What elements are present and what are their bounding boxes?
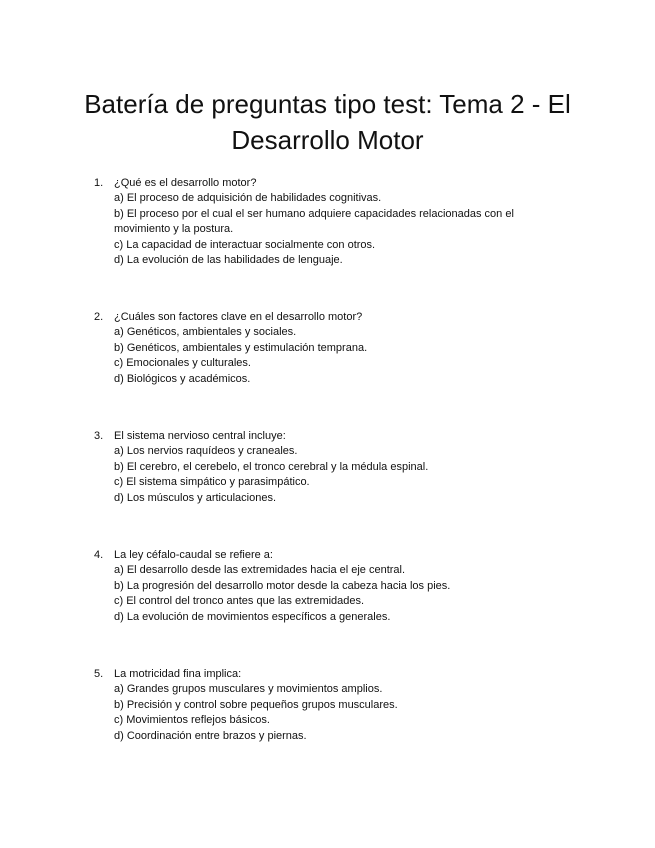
- answer-option-b: b) La progresión del desarrollo motor desde la cabeza hacia los pies.: [114, 579, 451, 592]
- page-title: Batería de preguntas tipo test: Tema 2 - El Desarrollo Motor: [84, 89, 571, 155]
- question-text: La ley céfalo-caudal se refiere a:: [114, 549, 273, 561]
- answer-option-b: b) El proceso por el cual el ser humano adquiere capacidades relacionadas con el movimiento y la postura.: [114, 207, 514, 236]
- answer-options: [114, 191, 554, 269]
- answer-option-b: b) Precisión y control sobre pequeños grupos musculares.: [114, 698, 398, 711]
- answer-option-d: d) La evolución de las habilidades de lenguaje.: [114, 254, 343, 267]
- answer-option-d: d) Biológicos y académicos.: [114, 372, 251, 385]
- question-number: 4.: [94, 549, 104, 561]
- answer-option-c: c) Movimientos reflejos básicos.: [114, 714, 270, 727]
- answer-option-d: d) Los músculos y articulaciones.: [114, 491, 277, 504]
- answer-option-b: b) El cerebro, el cerebelo, el tronco cerebral y la médula espinal.: [114, 460, 429, 473]
- question-number: 3.: [94, 430, 104, 442]
- answer-options: [114, 444, 554, 506]
- answer-option-c: c) Emocionales y culturales.: [114, 357, 251, 370]
- answer-option-a: a) Los nervios raquídeos y craneales.: [114, 445, 298, 457]
- question-number: 1.: [94, 177, 104, 189]
- answer-option-c: c) El sistema simpático y parasimpático.: [114, 476, 310, 489]
- question-number: 5.: [94, 668, 104, 680]
- answer-option-a: a) El proceso de adquisición de habilidades cognitivas.: [114, 192, 382, 204]
- answer-option-a: a) Genéticos, ambientales y sociales.: [114, 326, 297, 338]
- question-text: El sistema nervioso central incluye:: [114, 430, 286, 442]
- answer-option-d: d) La evolución de movimientos específicos a generales.: [114, 610, 391, 623]
- answer-option-c: c) La capacidad de interactuar socialmente con otros.: [114, 238, 376, 251]
- question-text: ¿Cuáles son factores clave en el desarrollo motor?: [114, 311, 363, 323]
- answer-option-a: a) Grandes grupos musculares y movimientos amplios.: [114, 683, 383, 695]
- answer-option-a: a) El desarrollo desde las extremidades hacia el eje central.: [114, 564, 406, 576]
- question-number: 2.: [94, 311, 104, 323]
- question-text: ¿Qué es el desarrollo motor?: [114, 177, 257, 189]
- answer-options: [114, 325, 554, 387]
- answer-options: [114, 682, 554, 744]
- answer-option-c: c) El control del tronco antes que las extremidades.: [114, 595, 365, 608]
- answer-options: [114, 563, 554, 625]
- answer-option-d: d) Coordinación entre brazos y piernas.: [114, 729, 307, 742]
- question-text: La motricidad fina implica:: [114, 668, 242, 680]
- answer-option-b: b) Genéticos, ambientales y estimulación temprana.: [114, 341, 368, 354]
